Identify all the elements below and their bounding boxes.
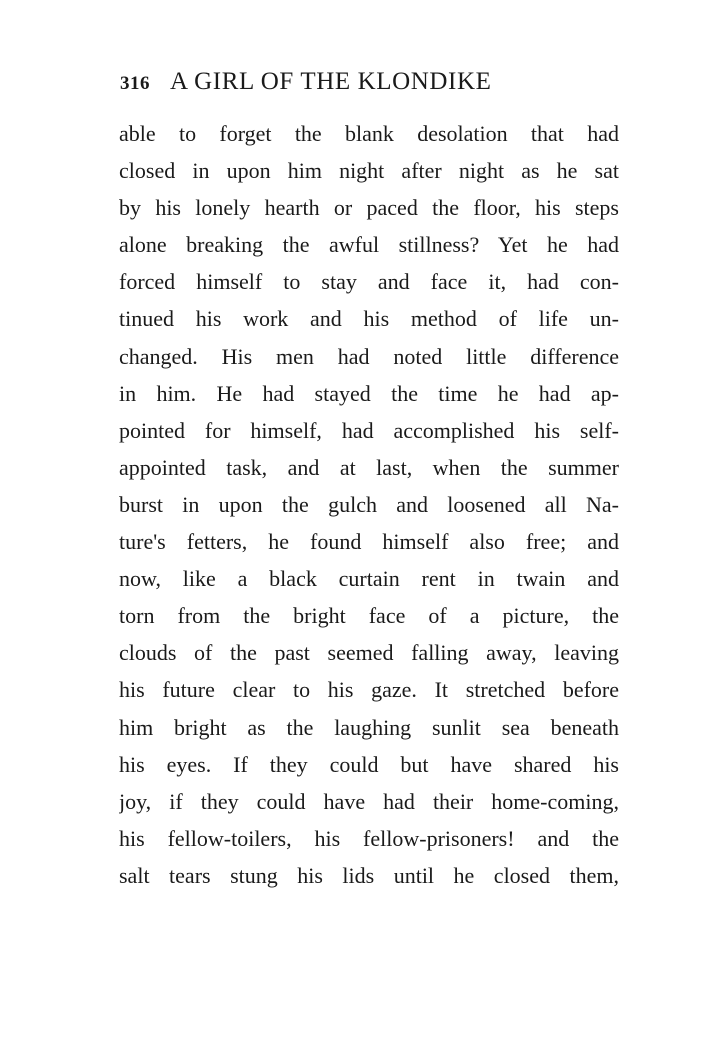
text-line: torn from the bright face of a picture, the <box>119 603 619 629</box>
text-line: forced himself to stay and face it, had con- <box>119 269 619 295</box>
text-line: ture's fetters, he found himself also free; and <box>119 529 619 555</box>
text-line: joy, if they could have had their home-coming, <box>119 788 619 814</box>
page-number: 316 <box>120 73 150 94</box>
text-line: changed. His men had noted little difference <box>119 343 619 369</box>
text-line: closed in upon him night after night as he sat <box>119 158 619 184</box>
text-line: his eyes. If they could but have shared his <box>119 751 619 777</box>
running-head <box>120 68 620 102</box>
text-line: able to forget the blank desolation that had <box>119 121 619 146</box>
text-line: burst in upon the gulch and loosened all Na- <box>119 491 619 517</box>
text-line: alone breaking the awful stillness? Yet he had <box>119 232 619 258</box>
text-line: his future clear to his gaze. It stretched before <box>119 677 619 703</box>
text-line: in him. He had stayed the time he had ap- <box>119 380 619 406</box>
text-line: tinued his work and his method of life un- <box>119 306 619 332</box>
text-line: by his lonely hearth or paced the floor, his steps <box>119 195 619 221</box>
text-line: salt tears stung his lids until he closed them, <box>119 862 619 888</box>
text-line: now, like a black curtain rent in twain and <box>119 566 619 592</box>
text-line: appointed task, and at last, when the summer <box>119 454 619 480</box>
body-text <box>119 115 619 894</box>
text-line: pointed for himself, had accomplished his self- <box>119 417 619 443</box>
text-line: clouds of the past seemed falling away, leaving <box>119 640 619 666</box>
text-line: his fellow-toilers, his fellow-prisoners! and the <box>119 825 619 851</box>
text-line: him bright as the laughing sunlit sea beneath <box>119 714 619 740</box>
running-title: A GIRL OF THE KLONDIKE <box>170 68 492 95</box>
